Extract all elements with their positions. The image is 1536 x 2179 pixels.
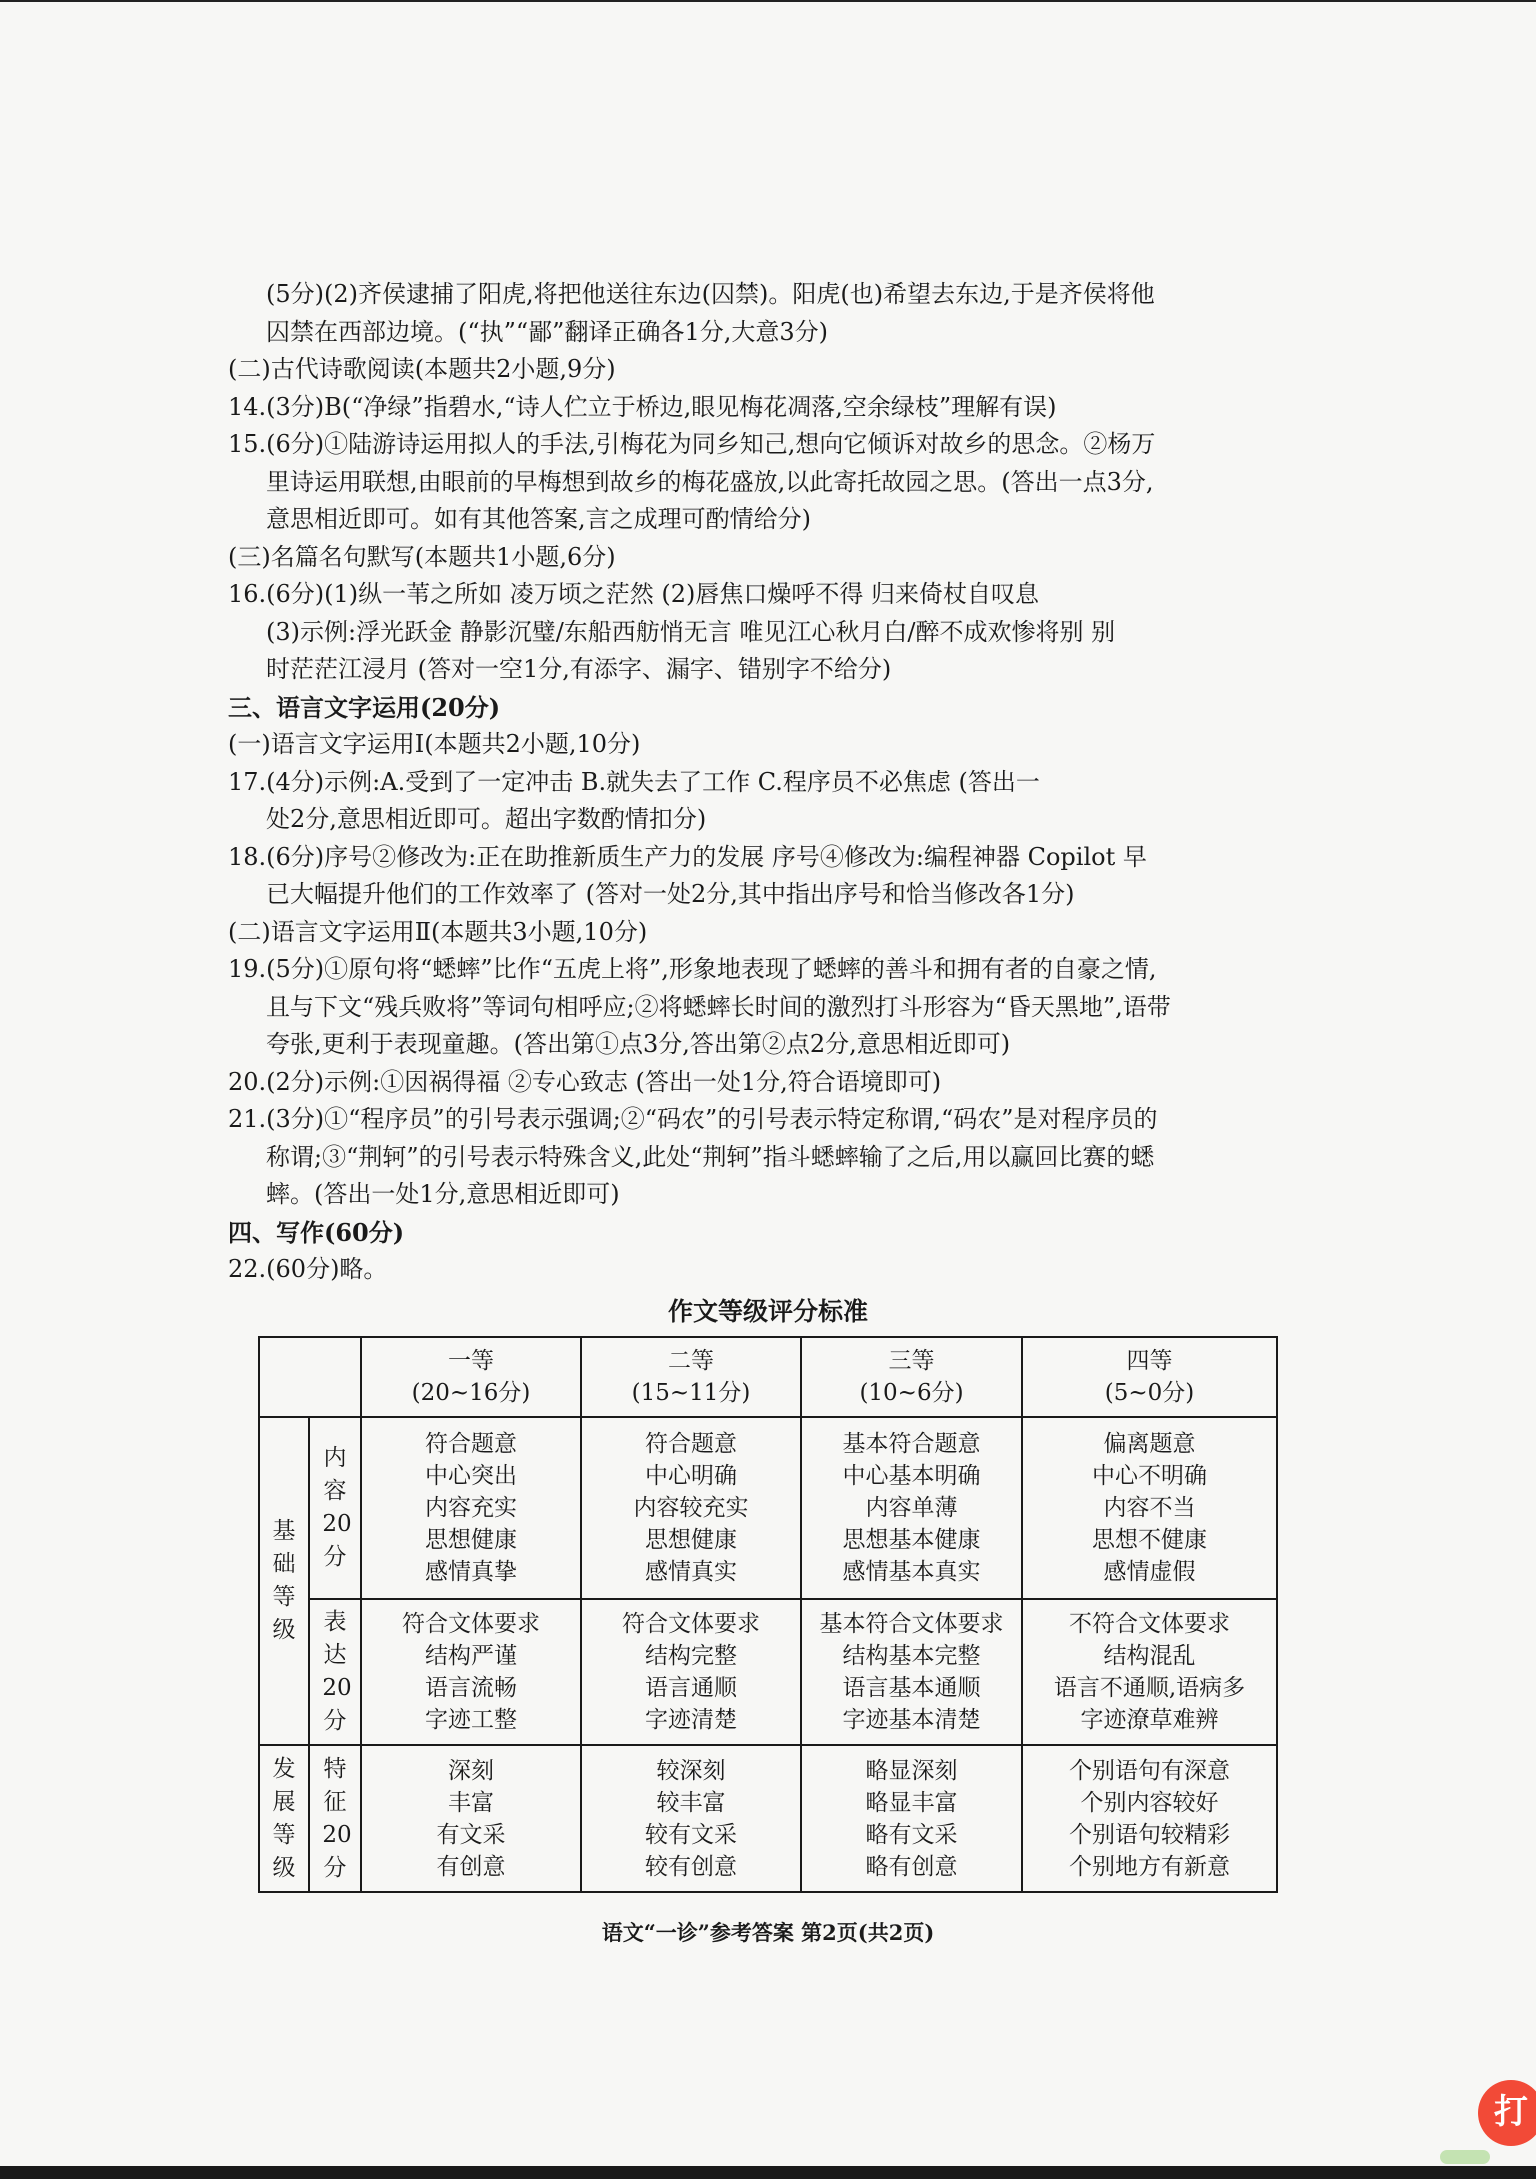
answer-line: 14.(3分)B(“净绿”指碧水,“诗人伫立于桥边,眼见梅花凋落,空余绿枝”理解有误) (228, 392, 1057, 421)
answer-line: 15.(6分)①陆游诗运用拟人的手法,引梅花为同乡知己,想向它倾诉对故乡的思念。②杨万 (228, 430, 1156, 458)
page-top-edge (0, 0, 1536, 2)
criterion-text: 思想健康 (645, 1527, 737, 1553)
table-header-row (259, 1337, 1277, 1417)
criterion-text: 感情基本真实 (842, 1559, 981, 1585)
answer-text (228, 276, 1308, 1289)
row-label-text: 表达20分 (322, 1609, 352, 1734)
grade-name: 一等 (448, 1348, 494, 1374)
print-button[interactable]: 打 (1478, 2080, 1536, 2146)
criterion-text: 中心突出 (425, 1463, 517, 1489)
criterion-text: 结构完整 (645, 1643, 737, 1669)
table-cell (581, 1417, 801, 1599)
criterion-text: 字迹基本清楚 (842, 1707, 981, 1733)
criterion-text: 个别地方有新意 (1069, 1853, 1230, 1880)
criterion-text: 语言通顺 (645, 1675, 737, 1701)
answer-line: 已大幅提升他们的工作效率了 (答对一处2分,其中指出序号和恰当修改各1分) (266, 880, 1075, 908)
table-cell (801, 1417, 1022, 1599)
criterion-text: 略显深刻 (865, 1757, 958, 1784)
criterion-text: 符合文体要求 (402, 1611, 540, 1637)
table-cell (801, 1599, 1022, 1745)
criterion-text: 略显丰富 (865, 1789, 958, 1816)
criterion-text: 中心基本明确 (842, 1463, 981, 1489)
criterion-text: 有文采 (436, 1821, 506, 1848)
grade-range: (10~6分) (859, 1380, 964, 1406)
criterion-text: 结构基本完整 (842, 1643, 981, 1669)
row-label-expression (309, 1599, 361, 1745)
criterion-text: 个别语句有深意 (1069, 1757, 1230, 1784)
criterion-text: 语言流畅 (425, 1675, 517, 1701)
criterion-text: 符合题意 (425, 1431, 517, 1457)
essay-grading-table (258, 1336, 1278, 1893)
table-row-features (259, 1745, 1277, 1892)
answer-line: 时茫茫江浸月 (答对一空1分,有添字、漏字、错别字不给分) (266, 655, 892, 683)
criterion-text: 深刻 (448, 1757, 494, 1784)
criterion-text: 略有文采 (865, 1821, 958, 1848)
criterion-text: 基本符合文体要求 (819, 1611, 1004, 1637)
criterion-text: 个别语句较精彩 (1069, 1821, 1230, 1848)
table-cell (801, 1745, 1022, 1892)
criterion-text: 较丰富 (656, 1789, 726, 1816)
table-cell (1022, 1599, 1277, 1745)
criterion-text: 中心不明确 (1092, 1463, 1207, 1489)
table-cell (1022, 1417, 1277, 1599)
section-heading: 三、语言文字运用(20分) (228, 692, 501, 722)
criterion-text: 丰富 (448, 1789, 494, 1816)
criterion-text: 基本符合题意 (842, 1431, 981, 1457)
section-heading: 四、写作(60分) (228, 1217, 405, 1247)
criterion-text: 语言基本通顺 (842, 1675, 981, 1701)
criterion-text: 内容较充实 (633, 1495, 749, 1521)
criterion-text: 思想基本健康 (842, 1527, 981, 1553)
answer-line: (二)语言文字运用Ⅱ(本题共3小题,10分) (228, 917, 648, 946)
table-cell (1022, 1745, 1277, 1892)
table-cell (361, 1417, 581, 1599)
answer-line: (三)名篇名句默写(本题共1小题,6分) (228, 542, 616, 571)
row-label-text: 特征20分 (322, 1755, 352, 1881)
criterion-text: 个别内容较好 (1080, 1789, 1219, 1816)
grade-range: (20~16分) (411, 1380, 531, 1406)
answer-line: 里诗运用联想,由眼前的早梅想到故乡的梅花盛放,以此寄托故园之思。(答出一点3分, (266, 467, 1154, 496)
criterion-text: 语言不通顺,语病多 (1053, 1675, 1246, 1701)
table-row-expression (259, 1599, 1277, 1745)
grade-range: (5~0分) (1104, 1380, 1195, 1406)
badge-glint (1440, 2150, 1490, 2164)
criterion-text: 中心明确 (645, 1463, 737, 1489)
criterion-text: 结构混乱 (1103, 1643, 1196, 1669)
group-label-text: 基础等级 (272, 1518, 296, 1643)
criterion-text: 结构严谨 (425, 1643, 517, 1669)
table-cell (361, 1745, 581, 1892)
answer-line: 21.(3分)①“程序员”的引号表示强调;②“码农”的引号表示特定称谓,“码农”是对程序员的 (228, 1105, 1158, 1133)
answer-line: 19.(5分)①原句将“蟋蟀”比作“五虎上将”,形象地表现了蟋蟀的善斗和拥有者的自豪之情, (228, 955, 1157, 983)
answer-line: 处2分,意思相近即可。超出字数酌情扣分) (266, 805, 707, 833)
table-cell (581, 1599, 801, 1745)
criterion-text: 字迹清楚 (645, 1707, 737, 1733)
grade-header-2 (581, 1337, 801, 1417)
answer-line: 16.(6分)(1)纵一苇之所如 凌万顷之茫然 (2)唇焦口燥呼不得 归来倚杖自叹息 (228, 580, 1040, 608)
grade-range: (15~11分) (631, 1380, 751, 1406)
criterion-text: 略有创意 (865, 1853, 958, 1880)
table-cell (361, 1599, 581, 1745)
criterion-text: 符合题意 (645, 1431, 737, 1457)
answer-line: (一)语言文字运用Ⅰ(本题共2小题,10分) (228, 730, 641, 758)
page-bottom-edge (0, 2166, 1536, 2179)
grade-header-1 (361, 1337, 581, 1417)
answer-line: 夸张,更利于表现童趣。(答出第①点3分,答出第②点2分,意思相近即可) (266, 1030, 1011, 1058)
group-label-development (259, 1745, 309, 1892)
answer-line: 17.(4分)示例:A.受到了一定冲击 B.就失去了工作 C.程序员不必焦虑 (答出一 (228, 767, 1040, 796)
table-corner-cell (259, 1337, 361, 1417)
answer-line: (3)示例:浮光跃金 静影沉璧/东船西舫悄无言 唯见江心秋月白/醉不成欢惨将别 别 (266, 617, 1116, 646)
criterion-text: 内容单薄 (865, 1495, 958, 1521)
answer-line: (5分)(2)齐侯逮捕了阳虎,将把他送往东边(囚禁)。阳虎(也)希望去东边,于是齐侯将他 (266, 280, 1155, 308)
criterion-text: 字迹工整 (425, 1707, 517, 1733)
grade-name: 二等 (668, 1348, 714, 1374)
grade-header-4 (1022, 1337, 1277, 1417)
criterion-text: 感情虚假 (1103, 1559, 1196, 1585)
group-label-text: 发展等级 (272, 1755, 296, 1881)
answer-line: 且与下文“残兵败将”等词句相呼应;②将蟋蟀长时间的激烈打斗形容为“昏天黑地”,语带 (266, 992, 1171, 1021)
grade-header-3 (801, 1337, 1022, 1417)
answer-line: 意思相近即可。如有其他答案,言之成理可酌情给分) (266, 505, 811, 533)
criterion-text: 符合文体要求 (622, 1611, 760, 1637)
criterion-text: 偏离题意 (1103, 1431, 1196, 1457)
criterion-text: 有创意 (436, 1853, 506, 1880)
row-label-features (309, 1745, 361, 1892)
answer-line: 18.(6分)序号②修改为:正在助推新质生产力的发展 序号④修改为:编程神器 Copilot 早 (228, 842, 1147, 871)
row-label-text: 内容20分 (322, 1445, 352, 1570)
table-title: 作文等级评分标准 (667, 1297, 868, 1326)
criterion-text: 思想不健康 (1092, 1527, 1207, 1553)
answer-line: 称谓;③“荆轲”的引号表示特殊含义,此处“荆轲”指斗蟋蟀输了之后,用以赢回比赛的蟋 (266, 1142, 1155, 1171)
table-row-content (259, 1417, 1277, 1599)
criterion-text: 思想健康 (425, 1527, 517, 1553)
criterion-text: 较有文采 (645, 1821, 737, 1848)
answer-line: (二)古代诗歌阅读(本题共2小题,9分) (228, 355, 616, 383)
criterion-text: 字迹潦草难辨 (1080, 1707, 1219, 1733)
group-label-basic (259, 1417, 309, 1745)
page-footer: 语文“一诊”参考答案 第2页(共2页) (601, 1920, 935, 1945)
row-label-content (309, 1417, 361, 1599)
answer-line: 20.(2分)示例:①因祸得福 ②专心致志 (答出一处1分,符合语境即可) (228, 1067, 942, 1096)
answer-line: 蟀。(答出一处1分,意思相近即可) (266, 1180, 620, 1208)
criterion-text: 较有创意 (645, 1853, 737, 1880)
answer-line: 囚禁在西部边境。(“执”“鄙”翻译正确各1分,大意3分) (266, 317, 828, 346)
criterion-text: 内容充实 (425, 1495, 517, 1521)
grade-name: 三等 (888, 1348, 935, 1374)
grade-name: 四等 (1126, 1348, 1173, 1374)
answer-line: 22.(60分)略。 (228, 1255, 388, 1283)
table-cell (581, 1745, 801, 1892)
criterion-text: 不符合文体要求 (1069, 1611, 1230, 1637)
criterion-text: 感情真挚 (425, 1559, 517, 1585)
criterion-text: 较深刻 (656, 1757, 726, 1784)
criterion-text: 内容不当 (1103, 1495, 1196, 1521)
criterion-text: 感情真实 (645, 1559, 737, 1585)
